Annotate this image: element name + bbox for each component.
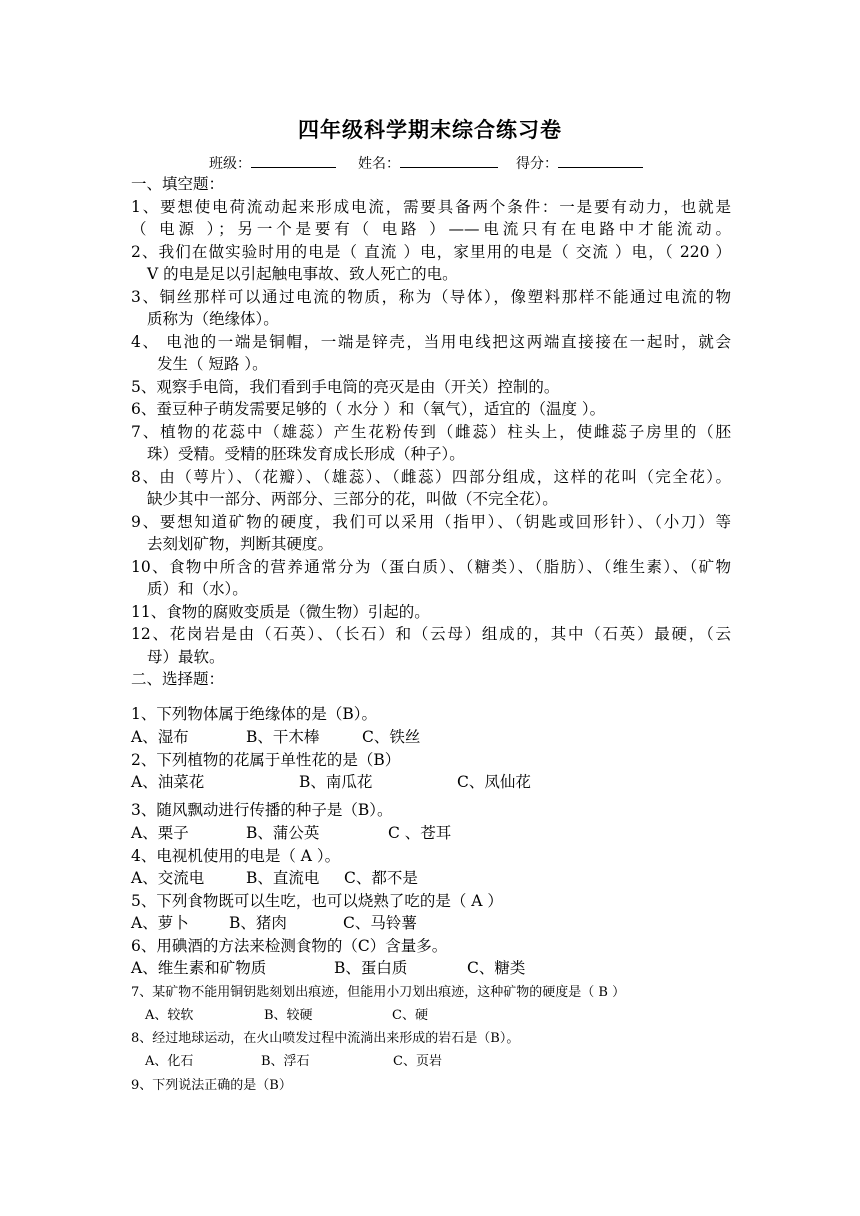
fill-line: 10、食物中所含的营养通常分为（蛋白质）、（糖类）、（脂肪）、（维生素）、（矿物: [131, 558, 731, 576]
fill-line: 去刻划矿物，判断其硬度。: [147, 535, 334, 553]
score-field: [516, 153, 643, 173]
student-info-row: [209, 153, 661, 173]
class-label: 班级：: [209, 156, 251, 172]
option-b: B、浮石: [261, 1054, 310, 1069]
fill-line: 发生（ 短路 ）。: [157, 355, 268, 373]
option-a: A、较软: [145, 1008, 194, 1023]
section-heading-choice: 二、选择题：: [131, 670, 225, 688]
question-text: 2、下列植物的花属于单性花的是（B）: [131, 751, 401, 769]
fill-line: 4、 电池的一端是铜帽，一端是锌壳，当用电线把这两端直接接在一起时，就会: [131, 333, 731, 351]
option-c: C、糖类: [467, 959, 526, 977]
option-a: A、化石: [145, 1054, 194, 1069]
question-text: 3、随风飘动进行传播的种子是（B）。: [131, 801, 393, 819]
option-c: C、硬: [392, 1008, 428, 1023]
fill-line: 2、我们在做实验时用的电是（ 直流 ）电，家里用的电是（ 交流 ）电，（ 220 ）: [131, 243, 731, 261]
fill-line: （ 电源 ）；另一个是要有（ 电路 ）——电流只有在电路中才能流动。: [131, 220, 731, 238]
fill-line: 6、蚕豆种子萌发需要足够的（ 水分 ）和（氧气），适宜的（温度 ）。: [131, 400, 606, 418]
fill-line: 11、食物的腐败变质是（微生物）引起的。: [131, 603, 430, 621]
option-b: B、蛋白质: [334, 959, 408, 977]
question-text: 9、下列说法正确的是（B）: [131, 1078, 292, 1093]
fill-line: 质称为（绝缘体）。: [147, 310, 279, 328]
option-b: B、干木棒: [246, 728, 320, 746]
question-text: 1、下列物体属于绝缘体的是（B）。: [131, 705, 378, 723]
question-text: 5、下列食物既可以生吃，也可以烧熟了吃的是（ A ）: [131, 892, 503, 910]
option-c: C、凤仙花: [457, 773, 531, 791]
option-a: A、栗子: [131, 824, 189, 842]
question-text: 4、电视机使用的电是（ A ）。: [131, 847, 341, 865]
fill-line: 7、植物的花蕊中（雄蕊）产生花粉传到（雌蕊）柱头上，使雌蕊子房里的（胚: [131, 423, 731, 441]
option-b: B、较硬: [264, 1008, 313, 1023]
option-b: B、南瓜花: [299, 773, 373, 791]
fill-line: 8、由（萼片）、（花瓣）、（雄蕊）、（雌蕊）四部分组成，这样的花叫（完全花）。: [131, 468, 731, 486]
option-b: B、蒲公英: [246, 824, 320, 842]
class-field: [209, 153, 336, 173]
option-c: C、页岩: [393, 1054, 442, 1069]
option-c: C 、苍耳: [388, 824, 452, 842]
class-blank[interactable]: [251, 153, 336, 168]
name-blank[interactable]: [400, 153, 498, 168]
fill-line: 质）和（水）。: [147, 580, 248, 598]
score-blank[interactable]: [558, 153, 643, 168]
option-a: A、萝卜: [131, 914, 189, 932]
fill-line: 9、要想知道矿物的硬度，我们可以采用（指甲）、（钥匙或回形针）、（小刀）等: [131, 513, 731, 531]
question-text: 7、某矿物不能用铜钥匙刻划出痕迹，但能用小刀划出痕迹，这种矿物的硬度是（ B ）: [131, 985, 626, 1000]
question-text: 6、用碘酒的方法来检测食物的（C）含量多。: [131, 937, 448, 955]
fill-line: 1、要想使电荷流动起来形成电流，需要具备两个条件：一是要有动力，也就是: [131, 198, 731, 216]
option-a: A、维生素和矿物质: [131, 959, 267, 977]
fill-line: 3、铜丝那样可以通过电流的物质，称为（导体），像塑料那样不能通过电流的物: [131, 288, 731, 306]
fill-line: 缺少其中一部分、两部分、三部分的花，叫做（不完全花）。: [147, 490, 558, 508]
page-title: 四年级科学期末综合练习卷: [298, 118, 562, 142]
option-b: B、猪肉: [229, 914, 287, 932]
name-label: 姓名：: [358, 156, 400, 172]
name-field: [358, 153, 498, 173]
section-heading-fill: 一、填空题：: [131, 175, 225, 193]
score-label: 得分：: [516, 156, 558, 172]
fill-line: V 的电是足以引起触电事故、致人死亡的电。: [147, 265, 458, 283]
option-c: C、都不是: [344, 869, 418, 887]
option-c: C、铁丝: [362, 728, 421, 746]
fill-line: 12、花岗岩是由（石英）、（长石）和（云母）组成的，其中（石英）最硬，（云: [131, 625, 731, 643]
option-a: A、湿布: [131, 728, 189, 746]
fill-line: 母）最软。: [147, 648, 225, 666]
question-text: 8、经过地球运动，在火山喷发过程中流淌出来形成的岩石是（B）。: [131, 1031, 520, 1046]
option-a: A、油菜花: [131, 773, 205, 791]
option-b: B、直流电: [246, 869, 320, 887]
option-a: A、交流电: [131, 869, 205, 887]
option-c: C、马铃薯: [343, 914, 417, 932]
fill-line: 珠）受精。受精的胚珠发育成长形成（种子）。: [147, 445, 465, 463]
fill-line: 5、观察手电筒，我们看到手电筒的亮灭是由（开关）控制的。: [131, 378, 560, 396]
